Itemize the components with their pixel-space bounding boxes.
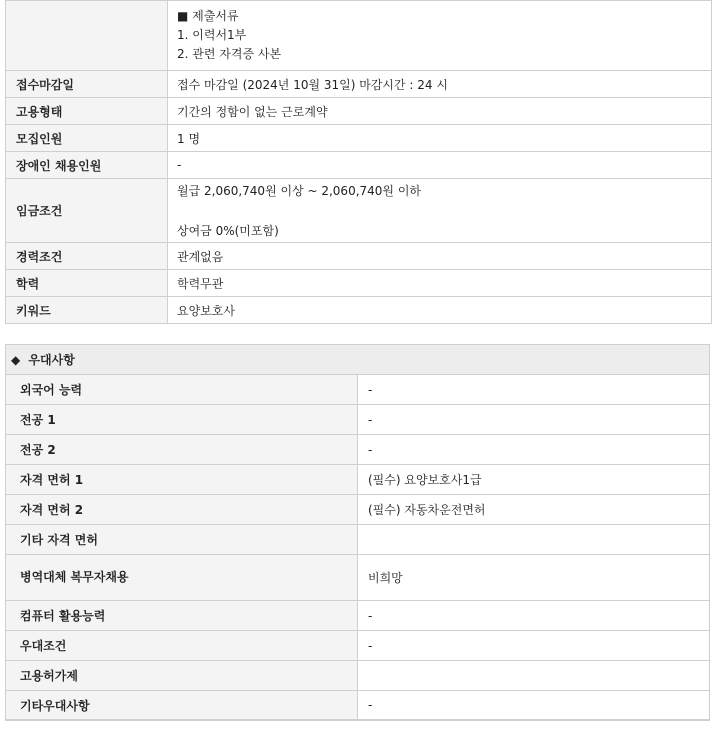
pref-value-license-1: (필수) 요양보호사1급 [358,465,710,495]
disabled-value: - [168,152,712,179]
disabled-row [6,152,712,179]
pref-label-foreign-language: 외국어 능력 [6,375,358,405]
table-row [6,525,710,555]
docs-heading [177,7,711,26]
pref-label-military-text: 병역대체 복무자채용 [20,570,129,584]
education-value: 학력무관 [168,270,712,297]
career-label: 경력조건 [6,243,168,270]
square-bullet-icon: ■ [177,9,189,23]
diamond-bullet-icon: ◆ [11,353,21,367]
table-row [6,691,710,721]
table-row [6,495,710,525]
docs-heading-text: 제출서류 [192,9,239,23]
preference-title: 우대사항 [28,353,75,367]
pref-label-license-2: 자격 면허 2 [6,495,358,525]
docs-item: 2. 관련 자격증 사본 [177,47,282,61]
wage-bonus: 상여금 0%(미포함) [177,223,279,238]
table-row [6,555,710,601]
education-row [6,270,712,297]
recruit-info-table [5,0,712,324]
table-row [6,631,710,661]
disabled-label: 장애인 채용인원 [6,152,168,179]
career-row [6,243,712,270]
pref-value-foreign-language: - [358,375,710,405]
career-value: 관계없음 [168,243,712,270]
pref-label-other-license: 기타 자격 면허 [6,525,358,555]
pref-value-work-permit [358,661,710,691]
pref-value-other: - [358,691,710,721]
docs-label-cell [6,1,168,71]
pref-value-computer: - [358,601,710,631]
pref-label-major-1: 전공 1 [6,405,358,435]
docs-cell [168,1,712,71]
headcount-row [6,125,712,152]
employment-label: 고용형태 [6,98,168,125]
pref-label-work-permit: 고용허가제 [6,661,358,691]
preference-header-row [6,345,710,375]
deadline-value: 접수 마감일 (2024년 10월 31일) 마감시간 : 24 시 [168,71,712,98]
keyword-row [6,297,712,324]
wage-row [6,179,712,243]
docs-row [6,1,712,71]
deadline-label: 접수마감일 [6,71,168,98]
keyword-label: 키워드 [6,297,168,324]
headcount-value: 1 명 [168,125,712,152]
education-label: 학력 [6,270,168,297]
pref-value-major-2: - [358,435,710,465]
keyword-value: 요양보호사 [168,297,712,324]
wage-spacer [177,201,711,221]
pref-label-major-2: 전공 2 [6,435,358,465]
headcount-label: 모집인원 [6,125,168,152]
table-row [6,601,710,631]
deadline-row [6,71,712,98]
pref-label-other: 기타우대사항 [6,691,358,721]
pref-label-license-1: 자격 면허 1 [6,465,358,495]
docs-item: 1. 이력서1부 [177,28,247,42]
preference-header [6,345,710,375]
pref-value-military: 비희망 [358,555,710,601]
table-row [6,375,710,405]
wage-cell [168,179,712,243]
table-row [6,661,710,691]
table-row [6,405,710,435]
pref-label-military [6,555,358,601]
table-row [6,465,710,495]
pref-value-major-1: - [358,405,710,435]
pref-value-license-2: (필수) 자동차운전면허 [358,495,710,525]
employment-row [6,98,712,125]
preference-table [5,344,710,721]
table-row [6,435,710,465]
employment-value: 기간의 정함이 없는 근로계약 [168,98,712,125]
pref-value-other-license [358,525,710,555]
wage-label: 임금조건 [6,179,168,243]
pref-value-conditions: - [358,631,710,661]
pref-label-conditions: 우대조건 [6,631,358,661]
wage-salary: 월급 2,060,740원 이상 ~ 2,060,740원 이하 [177,183,422,198]
pref-label-computer: 컴퓨터 활용능력 [6,601,358,631]
